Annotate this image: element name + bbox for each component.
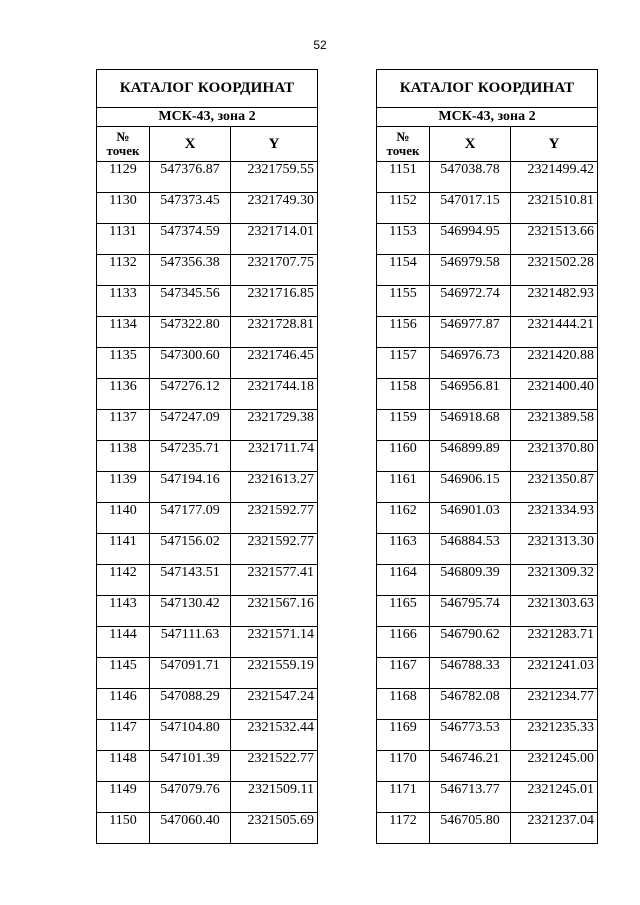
table-row bbox=[97, 596, 318, 627]
point-number-cell: 1167 bbox=[377, 658, 430, 689]
y-coordinate-cell: 2321532.44 bbox=[231, 720, 318, 751]
column-header-y: Y bbox=[511, 127, 598, 162]
column-header-number-sign: № bbox=[116, 129, 130, 144]
x-coordinate-cell: 546782.08 bbox=[430, 689, 511, 720]
table-row bbox=[97, 286, 318, 317]
table-row bbox=[377, 162, 598, 193]
y-coordinate-cell: 2321499.42 bbox=[511, 162, 598, 193]
point-number-cell: 1146 bbox=[97, 689, 150, 720]
x-coordinate-cell: 547376.87 bbox=[150, 162, 231, 193]
y-coordinate-cell: 2321592.77 bbox=[231, 534, 318, 565]
point-number-cell: 1132 bbox=[97, 255, 150, 286]
point-number-cell: 1135 bbox=[97, 348, 150, 379]
x-coordinate-cell: 546918.68 bbox=[430, 410, 511, 441]
catalog-body-left bbox=[97, 162, 318, 844]
column-header-x: X bbox=[430, 127, 511, 162]
x-coordinate-cell: 546746.21 bbox=[430, 751, 511, 782]
table-row bbox=[97, 751, 318, 782]
table-row bbox=[377, 534, 598, 565]
point-number-cell: 1171 bbox=[377, 782, 430, 813]
point-number-cell: 1151 bbox=[377, 162, 430, 193]
x-coordinate-cell: 547111.63 bbox=[150, 627, 231, 658]
point-number-cell: 1142 bbox=[97, 565, 150, 596]
point-number-cell: 1157 bbox=[377, 348, 430, 379]
y-coordinate-cell: 2321711.74 bbox=[231, 441, 318, 472]
y-coordinate-cell: 2321513.66 bbox=[511, 224, 598, 255]
table-row bbox=[377, 627, 598, 658]
y-coordinate-cell: 2321482.93 bbox=[511, 286, 598, 317]
table-row bbox=[377, 255, 598, 286]
point-number-cell: 1162 bbox=[377, 503, 430, 534]
point-number-cell: 1136 bbox=[97, 379, 150, 410]
x-coordinate-cell: 547247.09 bbox=[150, 410, 231, 441]
coordinate-catalog-table-right bbox=[376, 69, 598, 844]
y-coordinate-cell: 2321400.40 bbox=[511, 379, 598, 410]
point-number-cell: 1140 bbox=[97, 503, 150, 534]
x-coordinate-cell: 546956.81 bbox=[430, 379, 511, 410]
y-coordinate-cell: 2321714.01 bbox=[231, 224, 318, 255]
point-number-cell: 1172 bbox=[377, 813, 430, 844]
point-number-cell: 1163 bbox=[377, 534, 430, 565]
point-number-cell: 1137 bbox=[97, 410, 150, 441]
point-number-cell: 1138 bbox=[97, 441, 150, 472]
y-coordinate-cell: 2321420.88 bbox=[511, 348, 598, 379]
point-number-cell: 1147 bbox=[97, 720, 150, 751]
coordinate-system-zone: МСК-43, зона 2 bbox=[377, 108, 598, 127]
point-number-cell: 1156 bbox=[377, 317, 430, 348]
point-number-cell: 1168 bbox=[377, 689, 430, 720]
y-coordinate-cell: 2321571.14 bbox=[231, 627, 318, 658]
x-coordinate-cell: 546705.80 bbox=[430, 813, 511, 844]
x-coordinate-cell: 547276.12 bbox=[150, 379, 231, 410]
table-row bbox=[97, 162, 318, 193]
x-coordinate-cell: 547079.76 bbox=[150, 782, 231, 813]
point-number-cell: 1159 bbox=[377, 410, 430, 441]
x-coordinate-cell: 546899.89 bbox=[430, 441, 511, 472]
point-number-cell: 1148 bbox=[97, 751, 150, 782]
x-coordinate-cell: 546979.58 bbox=[430, 255, 511, 286]
y-coordinate-cell: 2321577.41 bbox=[231, 565, 318, 596]
table-row bbox=[377, 193, 598, 224]
x-coordinate-cell: 547143.51 bbox=[150, 565, 231, 596]
y-coordinate-cell: 2321522.77 bbox=[231, 751, 318, 782]
x-coordinate-cell: 547374.59 bbox=[150, 224, 231, 255]
y-coordinate-cell: 2321707.75 bbox=[231, 255, 318, 286]
y-coordinate-cell: 2321716.85 bbox=[231, 286, 318, 317]
column-header-point-number bbox=[97, 127, 150, 162]
point-number-cell: 1129 bbox=[97, 162, 150, 193]
table-row bbox=[97, 813, 318, 844]
y-coordinate-cell: 2321509.11 bbox=[231, 782, 318, 813]
x-coordinate-cell: 546906.15 bbox=[430, 472, 511, 503]
point-number-cell: 1165 bbox=[377, 596, 430, 627]
point-number-cell: 1145 bbox=[97, 658, 150, 689]
point-number-cell: 1164 bbox=[377, 565, 430, 596]
table-row bbox=[377, 379, 598, 410]
x-coordinate-cell: 547101.39 bbox=[150, 751, 231, 782]
point-number-cell: 1158 bbox=[377, 379, 430, 410]
y-coordinate-cell: 2321749.30 bbox=[231, 193, 318, 224]
page-number: 52 bbox=[313, 38, 327, 52]
table-row bbox=[377, 689, 598, 720]
table-row bbox=[97, 658, 318, 689]
catalog-body-right bbox=[377, 162, 598, 844]
table-row bbox=[97, 534, 318, 565]
table-row bbox=[377, 596, 598, 627]
table-row bbox=[377, 441, 598, 472]
y-coordinate-cell: 2321728.81 bbox=[231, 317, 318, 348]
point-number-cell: 1130 bbox=[97, 193, 150, 224]
table-row bbox=[97, 224, 318, 255]
catalog-title: КАТАЛОГ КООРДИНАТ bbox=[377, 70, 598, 108]
point-number-cell: 1144 bbox=[97, 627, 150, 658]
point-number-cell: 1152 bbox=[377, 193, 430, 224]
column-header-x: X bbox=[150, 127, 231, 162]
table-row bbox=[377, 317, 598, 348]
x-coordinate-cell: 546809.39 bbox=[430, 565, 511, 596]
y-coordinate-cell: 2321237.04 bbox=[511, 813, 598, 844]
y-coordinate-cell: 2321729.38 bbox=[231, 410, 318, 441]
x-coordinate-cell: 546795.74 bbox=[430, 596, 511, 627]
x-coordinate-cell: 547373.45 bbox=[150, 193, 231, 224]
x-coordinate-cell: 547060.40 bbox=[150, 813, 231, 844]
y-coordinate-cell: 2321389.58 bbox=[511, 410, 598, 441]
table-row bbox=[377, 410, 598, 441]
y-coordinate-cell: 2321567.16 bbox=[231, 596, 318, 627]
x-coordinate-cell: 546713.77 bbox=[430, 782, 511, 813]
table-row bbox=[97, 565, 318, 596]
table-row bbox=[377, 472, 598, 503]
table-row bbox=[377, 813, 598, 844]
table-row bbox=[97, 503, 318, 534]
x-coordinate-cell: 547156.02 bbox=[150, 534, 231, 565]
table-row bbox=[97, 441, 318, 472]
column-header-points-word: точек bbox=[386, 143, 420, 158]
table-row bbox=[97, 193, 318, 224]
x-coordinate-cell: 547017.15 bbox=[430, 193, 511, 224]
point-number-cell: 1166 bbox=[377, 627, 430, 658]
y-coordinate-cell: 2321746.45 bbox=[231, 348, 318, 379]
table-row bbox=[97, 410, 318, 441]
x-coordinate-cell: 547088.29 bbox=[150, 689, 231, 720]
column-header-point-number bbox=[377, 127, 430, 162]
table-row bbox=[377, 751, 598, 782]
y-coordinate-cell: 2321613.27 bbox=[231, 472, 318, 503]
y-coordinate-cell: 2321744.18 bbox=[231, 379, 318, 410]
x-coordinate-cell: 547356.38 bbox=[150, 255, 231, 286]
column-header-number-sign: № bbox=[396, 129, 410, 144]
x-coordinate-cell: 546790.62 bbox=[430, 627, 511, 658]
column-header-y: Y bbox=[231, 127, 318, 162]
point-number-cell: 1160 bbox=[377, 441, 430, 472]
table-row bbox=[377, 503, 598, 534]
table-row bbox=[377, 348, 598, 379]
y-coordinate-cell: 2321370.80 bbox=[511, 441, 598, 472]
y-coordinate-cell: 2321444.21 bbox=[511, 317, 598, 348]
x-coordinate-cell: 546788.33 bbox=[430, 658, 511, 689]
y-coordinate-cell: 2321303.63 bbox=[511, 596, 598, 627]
x-coordinate-cell: 547235.71 bbox=[150, 441, 231, 472]
y-coordinate-cell: 2321234.77 bbox=[511, 689, 598, 720]
table-row bbox=[97, 720, 318, 751]
table-row bbox=[97, 472, 318, 503]
x-coordinate-cell: 546972.74 bbox=[430, 286, 511, 317]
y-coordinate-cell: 2321245.01 bbox=[511, 782, 598, 813]
point-number-cell: 1161 bbox=[377, 472, 430, 503]
table-row bbox=[377, 224, 598, 255]
point-number-cell: 1150 bbox=[97, 813, 150, 844]
table-row bbox=[377, 286, 598, 317]
x-coordinate-cell: 547104.80 bbox=[150, 720, 231, 751]
table-row bbox=[97, 782, 318, 813]
y-coordinate-cell: 2321241.03 bbox=[511, 658, 598, 689]
x-coordinate-cell: 546773.53 bbox=[430, 720, 511, 751]
x-coordinate-cell: 546994.95 bbox=[430, 224, 511, 255]
table-row bbox=[377, 720, 598, 751]
x-coordinate-cell: 547130.42 bbox=[150, 596, 231, 627]
table-row bbox=[97, 255, 318, 286]
catalog-title: КАТАЛОГ КООРДИНАТ bbox=[97, 70, 318, 108]
x-coordinate-cell: 547091.71 bbox=[150, 658, 231, 689]
y-coordinate-cell: 2321334.93 bbox=[511, 503, 598, 534]
y-coordinate-cell: 2321309.32 bbox=[511, 565, 598, 596]
y-coordinate-cell: 2321592.77 bbox=[231, 503, 318, 534]
x-coordinate-cell: 547194.16 bbox=[150, 472, 231, 503]
point-number-cell: 1170 bbox=[377, 751, 430, 782]
point-number-cell: 1154 bbox=[377, 255, 430, 286]
table-row bbox=[97, 317, 318, 348]
y-coordinate-cell: 2321505.69 bbox=[231, 813, 318, 844]
x-coordinate-cell: 546977.87 bbox=[430, 317, 511, 348]
y-coordinate-cell: 2321559.19 bbox=[231, 658, 318, 689]
table-row bbox=[97, 379, 318, 410]
table-row bbox=[97, 627, 318, 658]
y-coordinate-cell: 2321235.33 bbox=[511, 720, 598, 751]
coordinate-system-zone: МСК-43, зона 2 bbox=[97, 108, 318, 127]
point-number-cell: 1133 bbox=[97, 286, 150, 317]
point-number-cell: 1134 bbox=[97, 317, 150, 348]
y-coordinate-cell: 2321510.81 bbox=[511, 193, 598, 224]
point-number-cell: 1139 bbox=[97, 472, 150, 503]
x-coordinate-cell: 547300.60 bbox=[150, 348, 231, 379]
x-coordinate-cell: 547038.78 bbox=[430, 162, 511, 193]
point-number-cell: 1153 bbox=[377, 224, 430, 255]
x-coordinate-cell: 546901.03 bbox=[430, 503, 511, 534]
y-coordinate-cell: 2321283.71 bbox=[511, 627, 598, 658]
point-number-cell: 1149 bbox=[97, 782, 150, 813]
table-row bbox=[377, 658, 598, 689]
point-number-cell: 1131 bbox=[97, 224, 150, 255]
table-row bbox=[97, 348, 318, 379]
table-row bbox=[377, 565, 598, 596]
x-coordinate-cell: 547345.56 bbox=[150, 286, 231, 317]
y-coordinate-cell: 2321350.87 bbox=[511, 472, 598, 503]
table-row bbox=[97, 689, 318, 720]
x-coordinate-cell: 546884.53 bbox=[430, 534, 511, 565]
point-number-cell: 1141 bbox=[97, 534, 150, 565]
point-number-cell: 1155 bbox=[377, 286, 430, 317]
point-number-cell: 1143 bbox=[97, 596, 150, 627]
y-coordinate-cell: 2321313.30 bbox=[511, 534, 598, 565]
x-coordinate-cell: 547177.09 bbox=[150, 503, 231, 534]
x-coordinate-cell: 547322.80 bbox=[150, 317, 231, 348]
coordinate-catalog-table-left bbox=[96, 69, 318, 844]
column-header-points-word: точек bbox=[106, 143, 140, 158]
y-coordinate-cell: 2321547.24 bbox=[231, 689, 318, 720]
table-row bbox=[377, 782, 598, 813]
x-coordinate-cell: 546976.73 bbox=[430, 348, 511, 379]
y-coordinate-cell: 2321759.55 bbox=[231, 162, 318, 193]
y-coordinate-cell: 2321502.28 bbox=[511, 255, 598, 286]
point-number-cell: 1169 bbox=[377, 720, 430, 751]
y-coordinate-cell: 2321245.00 bbox=[511, 751, 598, 782]
